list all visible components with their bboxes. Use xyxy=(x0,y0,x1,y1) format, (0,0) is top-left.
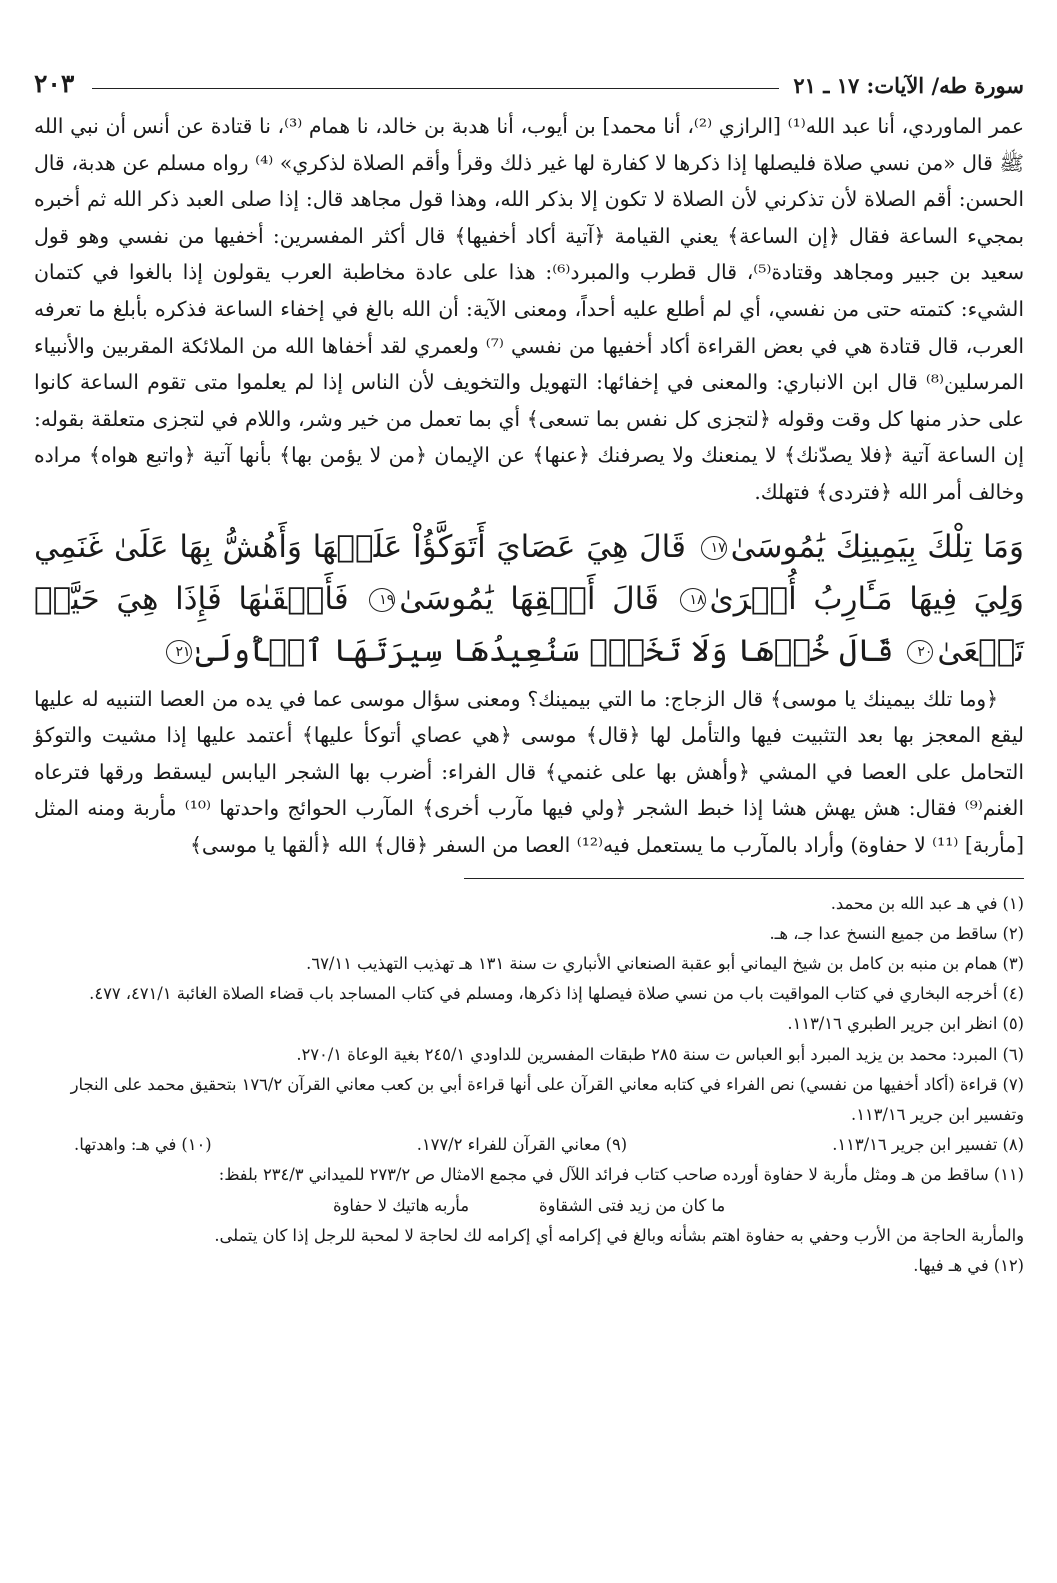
footnotes-8-10 xyxy=(34,1130,1024,1160)
commentary-paragraph-2: ﴿وما تلك بيمينك يا موسى﴾ قال الزجاج: ما التي بيمينك؟ ومعنى سؤال موسى عما في يده من العصا التنبيه له عليها ليقع المعجز بها بعد التثبيت فيها والتأمل لها ﴿قال﴾ موسى ﴿هي عصاي أتوكأ عليها﴾ أعتمد عليها إذا مشيت والتوكؤ التحامل على العصا في المشي ﴿وأهش بها على غنمي﴾ قال الفراء: أضرب بها الشجر اليابس ليسقط ورقها فترعاه الغنم⁽⁹⁾ فقال: هش يهش هشا إذا خبط الشجر ﴿ولي فيها مآرب أخرى﴾ المآرب الحوائج واحدتها ⁽¹⁰⁾ مأربة ومنه المثل [مأربة] ⁽¹¹⁾ لا حفاوة) وأراد بالمآرب ما يستعمل فيه⁽¹²⁾ العصا من السفر ﴿قال﴾ الله ﴿ألقها يا موسى﴾ xyxy=(34,686,1024,857)
footnote-5: (٥) انظر ابن جرير الطبري ١١٣/١٦. xyxy=(787,1014,1024,1034)
footnote-6: (٦) المبرد: محمد بن يزيد المبرد أبو العباس ت سنة ٢٨٥ طبقات المفسرين للداودي ٢٤٥/١ بغية الوعاة ٢٧٠/١. xyxy=(296,1044,1024,1064)
header-rule xyxy=(92,88,779,89)
footnote-10: (١٠) في هـ: واهدتها. xyxy=(74,1135,212,1155)
footnote-11: (١١) ساقط من هـ ومثل مأربة لا حفاوة أورده صاحب كتاب فرائد اللآل في مجمع الامثال ص ٢٧٣/٢ للميداني ٢٣٤/٣ بلفظ: xyxy=(218,1165,1024,1185)
page-number: ٢٠٣ xyxy=(34,69,75,98)
footnote-rule xyxy=(464,878,1024,879)
book-page xyxy=(34,58,1024,1558)
poem-hemistich-left: مأربه هاتيك لا حفاوة xyxy=(332,1195,469,1215)
footnote-2: (٢) ساقط من جميع النسخ عدا جـ، هـ. xyxy=(769,923,1024,943)
commentary-text xyxy=(34,108,1024,511)
footnote-7: (٧) قراءة (أكاد أخفيها من نفسي) نص الفراء في كتابه معاني القرآن على أنها قراءة أبي بن كعب معاني القرآن ١٧٦/٢ بتحقيق محمد على النجار وتفسير ابن جرير ١١٣/١٦. xyxy=(70,1074,1024,1124)
surah-title: سورة طه/ الآيات: ١٧ ـ ٢١ xyxy=(793,73,1024,98)
footnote-1: (١) في هـ عبد الله بن محمد. xyxy=(830,893,1024,913)
verse-commentary xyxy=(34,681,1024,864)
verse-number-marker: ٢١ xyxy=(166,640,192,664)
page-header xyxy=(34,58,1024,98)
footnote-3: (٣) همام بن منبه بن كامل بن شيخ اليماني أبو عقبة الصنعاني الأنباري ت سنة ١٣١ هـ تهذيب التهذيب ٦٧/١١. xyxy=(306,953,1024,973)
poem-verse xyxy=(34,1191,1024,1221)
verse-number-marker: ١٨ xyxy=(680,588,706,612)
footnote-12: (١٢) في هـ فيها. xyxy=(913,1255,1024,1275)
footnote-8: (٨) تفسير ابن جرير ١١٣/١٦. xyxy=(832,1135,1024,1155)
verse-text: قَالَ أَلۡقِهَا يَٰمُوسَىٰ xyxy=(399,580,659,617)
quran-verses xyxy=(34,521,1024,677)
footnotes xyxy=(34,889,1024,1281)
verse-text: فَأَلۡقَىٰهَا فَإِذَا هِيَ حَيَّةٞ تَسۡعَىٰ xyxy=(34,580,1024,669)
verse-number-marker: ٢٠ xyxy=(907,640,933,664)
poem-hemistich-right: ما كان من زيد فتى الشقاوة xyxy=(538,1195,726,1215)
verse-text: وَمَا تِلْكَ بِيَمِينِكَ يَٰمُوسَىٰ xyxy=(730,528,1024,565)
verse-text: قَالَ خُذۡهَا وَلَا تَخَفۡۖ سَنُعِيدُهَا سِيرَتَهَا ٱلۡأُولَىٰ xyxy=(195,632,894,669)
verse-number-marker: ١٩ xyxy=(369,588,395,612)
verse-number-marker: ١٧ xyxy=(701,536,727,560)
footnote-9: (٩) معاني القرآن للفراء ١٧٧/٢. xyxy=(416,1135,628,1155)
verse-text: قَالَ هِيَ عَصَايَ أَتَوَكَّؤُاْ عَلَيۡهَا وَأَهُشُّ بِهَا عَلَىٰ غَنَمِي وَلِيَ فِيهَا مَـَٔارِبُ أُخۡرَىٰ xyxy=(34,528,1025,617)
commentary-paragraph: عمر الماوردي، أنا عبد الله⁽¹⁾ [الرازي ⁽²⁾، أنا محمد] بن أيوب، أنا هدبة بن خالد، نا همام ⁽³⁾، نا قتادة عن أنس أن نبي الله ﷺ قال «من نسي صلاة فليصلها إذا ذكرها لا كفارة لها غير ذلك وقرأ وأقم الصلاة لذكري» ⁽⁴⁾ رواه مسلم عن هدبة، قال الحسن: أقم الصلاة لأن تذكرني لأن الصلاة لا تكون إلا بذكر الله، وهذا قول مجاهد قال: إذا صلى العبد ذكر الله ثم أخبره بمجيء الساعة فقال ﴿إن الساعة﴾ يعني القيامة ﴿آتية أكاد أخفيها﴾ قال أكثر المفسرين: أخفيها من نفسي وهو قول سعيد بن جبير ومجاهد وقتادة⁽⁵⁾، قال قطرب والمبرد⁽⁶⁾: هذا على عادة مخاطبة العرب يقولون إذا بالغوا في كتمان الشيء: كتمته حتى من نفسي، أي لم أطلع عليه أحداً، ومعنى الآية: أن الله بالغ في إخفاء الساعة فذكره بأبلغ ما تعرفه العرب، قال قتادة هي في بعض القراءة أكاد أخفيها من نفسي ⁽⁷⁾ ولعمري لقد أخفاها الله من الملائكة المقربين والأنبياء المرسلين⁽⁸⁾ قال ابن الانباري: والمعنى في إخفائها: التهويل والتخويف لأن الناس إذا لم يعلموا متى تقوم الساعة كانوا على حذر منها كل وقت وقوله ﴿لتجزى كل نفس بما تسعى﴾ أي بما تعمل من خير وشر، واللام في لتجزى متعلقة بقوله: إن الساعة آتية ﴿فلا يصدّنك﴾ لا يمنعنك ولا يصرفنك ﴿عنها﴾ عن الإيمان ﴿من لا يؤمن بها﴾ بأنها آتية ﴿واتبع هواه﴾ مراده وخالف أمر الله ﴿فتردى﴾ فتهلك. xyxy=(34,114,1025,504)
footnote-11-continued: والمأربة الحاجة من الأرب وحفي به حفاوة اهتم بشأنه وبالغ في إكرامه أي إكرامه لك لحاجة لا لمحبة للرجل إذا كان يتملى. xyxy=(214,1225,1024,1245)
footnote-4: (٤) أخرجه البخاري في كتاب المواقيت باب من نسي صلاة فيصلها إذا ذكرها، ومسلم في كتاب المساجد باب قضاء الصلاة الغائبة ٤٧١/١، ٤٧٧. xyxy=(89,984,1024,1004)
